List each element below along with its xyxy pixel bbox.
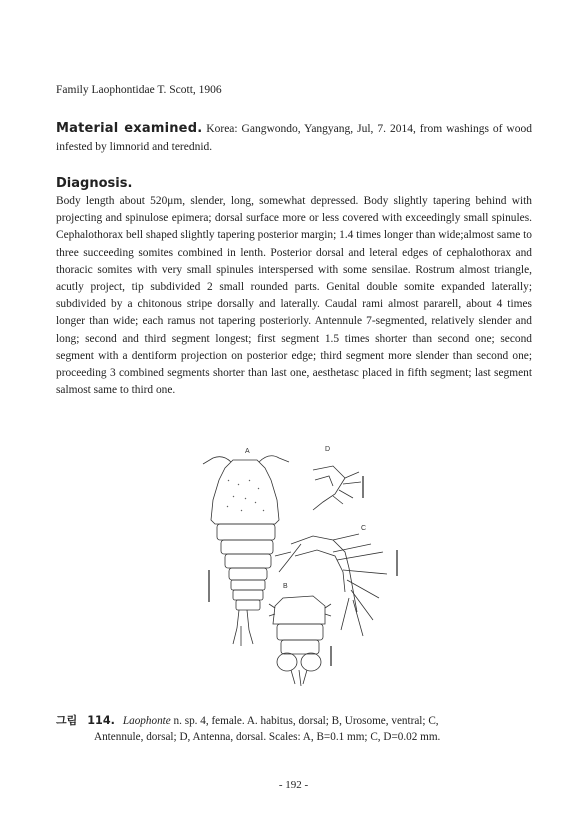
- panel-b-label: B: [283, 583, 288, 590]
- panel-c-antennule: [275, 525, 397, 636]
- panel-a-label: A: [245, 448, 250, 455]
- panel-d-label: D: [325, 446, 331, 453]
- caption-line-1: [56, 713, 536, 729]
- caption-genus: Laophonte: [122, 715, 171, 727]
- figure-label: 그림: [56, 714, 78, 727]
- panel-b-urosome: [269, 583, 331, 686]
- panel-a-habitus: [203, 448, 289, 646]
- copepod-illustration: [183, 440, 413, 692]
- caption-line-2: Antennule, dorsal; D, Antenna, dorsal. Scales: A, B=0.1 mm; C, D=0.02 mm.: [94, 731, 441, 743]
- diagnosis-text: Body length about 520μm, slender, long, somewhat depressed. Body slightly tapering behind with projecting and spinulose epimera; dorsal surface more or less covered with exceedingly small spinules. Cephalothorax bell shaped slightly tapering posterior margin; 1.4 times longer than wide;almost same to three succeeding somites combined in lenth. Posterior dorsal and leteral edges of cephalothorax and thoracic somites with very small spinules interspersed with some sensilae. Rostrum almost triangle, acutly project, tip subdivided 2 small rounded parts. Genital double somite expanded laterally; subdivided by a chitonous stripe dorsally and laterally. Caudal rami almost pararell, about 4 times longer than wide; each ramus not tapering posteriorly. Antennule 7-segmented, relatively slender and long; second and third segment longest; first segment 1.5 times shorter than second one; second segment with a dentiform projection on posterior edge; third segment more slender than second one; proceeding 3 combined segments shorter than last one, aesthetasc placed in fifth segment; last segment salmost same to third one.: [56, 195, 532, 397]
- family-heading: Family Laophontidae T. Scott, 1906: [56, 84, 222, 96]
- figure-number: 114.: [87, 714, 115, 727]
- diagnosis-heading: Diagnosis.: [56, 176, 133, 191]
- figure-caption: [56, 713, 536, 745]
- panel-d-antenna: [313, 446, 363, 510]
- panel-c-label: C: [361, 525, 367, 532]
- page-number: - 192 -: [278, 779, 309, 791]
- material-examined-paragraph: [56, 120, 532, 156]
- specimen-figure: [183, 440, 413, 692]
- material-heading: Material examined.: [56, 121, 203, 136]
- caption-line-1-text: n. sp. 4, female. A. habitus, dorsal; B, Urosome, ventral; C,: [170, 715, 439, 727]
- material-text: Korea: Gangwondo, Yangyang, Jul, 7. 2014, from washings of wood infested by limnorid and terednid.: [56, 123, 532, 153]
